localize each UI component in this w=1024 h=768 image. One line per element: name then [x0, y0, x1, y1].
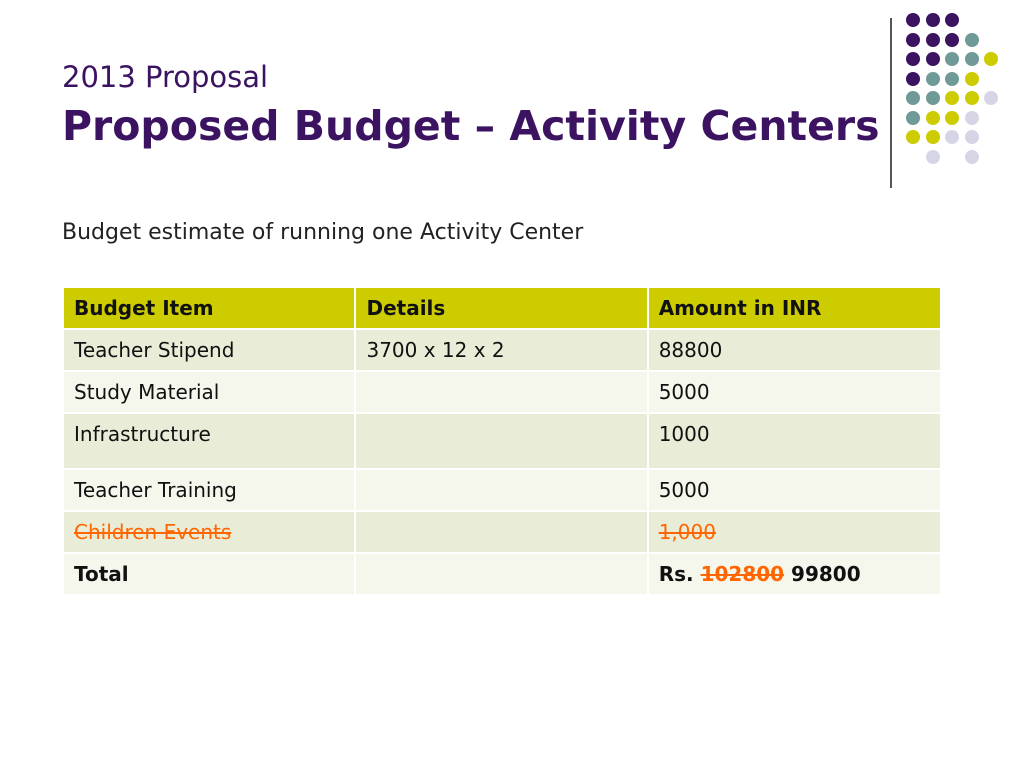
table-row	[63, 469, 941, 511]
decorative-dot	[945, 72, 959, 86]
decorative-dot	[965, 130, 979, 144]
decorative-dot	[945, 91, 959, 105]
cell-item: Infrastructure	[63, 413, 355, 469]
total-label: Total	[63, 553, 355, 595]
total-details	[355, 553, 647, 595]
decorative-dot	[906, 52, 920, 66]
struck-item-text: Children Events	[74, 520, 232, 544]
table-row	[63, 329, 941, 371]
header-details: Details	[355, 287, 647, 329]
table-row	[63, 413, 941, 469]
decorative-dot	[965, 72, 979, 86]
decorative-dot	[965, 111, 979, 125]
table-row-struck	[63, 511, 941, 553]
decorative-dot-grid	[906, 13, 1006, 173]
slide-subtitle: 2013 Proposal	[62, 60, 269, 94]
table-row	[63, 371, 941, 413]
cell-item: Study Material	[63, 371, 355, 413]
decorative-dot	[945, 111, 959, 125]
decorative-dot	[906, 91, 920, 105]
decorative-dot	[984, 52, 998, 66]
decorative-dot	[945, 130, 959, 144]
total-amount-cell	[648, 553, 941, 595]
decorative-dot	[906, 33, 920, 47]
budget-table	[62, 286, 942, 596]
decorative-dot	[945, 13, 959, 27]
table-header-row	[63, 287, 941, 329]
vertical-divider	[890, 18, 892, 188]
table-total-row	[63, 553, 941, 595]
decorative-dot	[965, 52, 979, 66]
decorative-dot	[926, 130, 940, 144]
cell-amount	[648, 511, 941, 553]
cell-details	[355, 413, 647, 469]
intro-text: Budget estimate of running one Activity Center	[62, 220, 584, 245]
total-new-amount: 99800	[791, 562, 861, 586]
cell-amount: 5000	[648, 469, 941, 511]
cell-amount: 88800	[648, 329, 941, 371]
cell-amount: 5000	[648, 371, 941, 413]
header-amount: Amount in INR	[648, 287, 941, 329]
decorative-dot	[926, 52, 940, 66]
decorative-dot	[965, 33, 979, 47]
decorative-dot	[926, 111, 940, 125]
decorative-dot	[945, 52, 959, 66]
cell-item: Teacher Training	[63, 469, 355, 511]
decorative-dot	[926, 33, 940, 47]
total-old-amount: 102800	[700, 562, 785, 586]
decorative-dot	[965, 91, 979, 105]
decorative-dot	[965, 150, 979, 164]
decorative-dot	[926, 150, 940, 164]
decorative-dot	[945, 33, 959, 47]
cell-details	[355, 469, 647, 511]
header-budget-item: Budget Item	[63, 287, 355, 329]
cell-details: 3700 x 12 x 2	[355, 329, 647, 371]
cell-item: Teacher Stipend	[63, 329, 355, 371]
decorative-dot	[926, 13, 940, 27]
decorative-dot	[906, 72, 920, 86]
struck-amount-text: 1,000	[658, 520, 716, 544]
cell-details	[355, 511, 647, 553]
cell-item	[63, 511, 355, 553]
decorative-dot	[926, 91, 940, 105]
decorative-dot	[906, 130, 920, 144]
decorative-dot	[906, 13, 920, 27]
decorative-dot	[926, 72, 940, 86]
decorative-dot	[984, 91, 998, 105]
cell-details	[355, 371, 647, 413]
total-currency: Rs.	[658, 562, 694, 586]
cell-amount: 1000	[648, 413, 941, 469]
decorative-dot	[906, 111, 920, 125]
slide-title: Proposed Budget – Activity Centers	[62, 102, 880, 150]
